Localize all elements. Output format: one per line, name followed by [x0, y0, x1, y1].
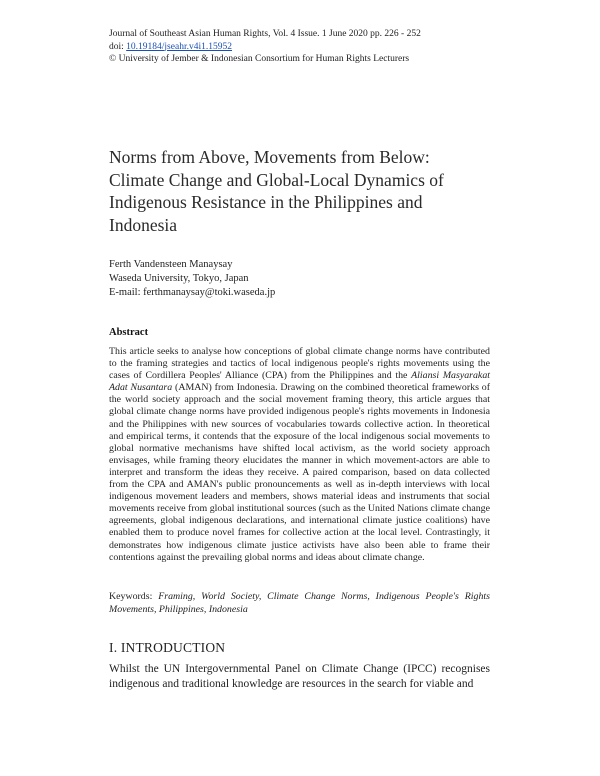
- doi-line: [109, 41, 509, 54]
- abstract-part-2: (AMAN) from Indonesia. Drawing on the combined theoretical frameworks of the world society approach and the social movement framing theory, this article argues that global climate change norms have provided indigenous people's rights movements in Indonesia and the Philippines with new sources of vocabularies towards collective action. In theoretical and empirical terms, it contends that the exposure of the local indigenous social movements to global normative mechanisms have shifted local activism, as the world society approach envisages, while framing theory elucidates the manner in which movement-actors are able to interpret and transform the ideas they receive. A paired comparison, based on data collected from the CPA and AMAN's public pronouncements as well as in-depth interviews with local indigenous movement leaders and members, shows material ideas and instruments that social movements receive from global institutional sources (such as the United Nations climate change agreements, global indigenous declarations, and international climate justice coalitions) have enabled them to produce novel frames for collective action at the local level. Contrastingly, it demonstrates how indigenous climate justice activists have also been able to frame their contentions against the prevailing global norms and ideas about climate change.: [109, 382, 490, 563]
- author-name: Ferth Vandensteen Manaysay: [109, 259, 233, 270]
- abstract-italic-term: Aliansi Masyarakat Adat Nusantara: [109, 370, 490, 394]
- paper-title: [109, 146, 509, 236]
- section-heading-introduction: I. INTRODUCTION: [109, 640, 226, 655]
- title-line-4: Indonesia: [109, 214, 178, 235]
- keywords-terms: Framing, World Society, Climate Change Norms, Indigenous People's Rights Movements, Philippines, Indonesia: [109, 591, 490, 615]
- journal-citation: Journal of Southeast Asian Human Rights, Vol. 4 Issue. 1 June 2020 pp. 226 - 252: [109, 29, 421, 39]
- title-line-3: Indigenous Resistance in the Philippines and: [109, 192, 423, 212]
- abstract-part-1: This article seeks to analyse how conceptions of global climate change norms have contributed to the framing strategies and tactics of local indigenous people's rights movements using the cases of Cordillera Peoples' Alliance (CPA) from the Philippines and the: [109, 346, 490, 382]
- author-email: E-mail: ferthmanaysay@toki.waseda.jp: [109, 287, 276, 298]
- doi-link[interactable]: 10.19184/jseahr.v4i1.15952: [126, 41, 232, 52]
- abstract-heading: Abstract: [109, 327, 149, 338]
- keywords-label: Keywords:: [109, 591, 159, 602]
- title-line-2: Climate Change and Global-Local Dynamics of: [109, 169, 444, 190]
- author-block: [109, 258, 509, 300]
- abstract-text: [109, 346, 490, 564]
- keywords: [109, 591, 490, 616]
- doi-label: doi:: [109, 41, 127, 52]
- title-line-1: Norms from Above, Movements from Below:: [109, 147, 430, 167]
- introduction-paragraph: Whilst the UN Intergovernmental Panel on Climate Change (IPCC) recognises indigenous and traditional knowledge are resources in the search for viable and: [109, 663, 490, 690]
- author-affiliation: Waseda University, Tokyo, Japan: [109, 273, 249, 284]
- journal-header: [109, 28, 509, 66]
- copyright-line: © University of Jember & Indonesian Consortium for Human Rights Lecturers: [109, 54, 410, 64]
